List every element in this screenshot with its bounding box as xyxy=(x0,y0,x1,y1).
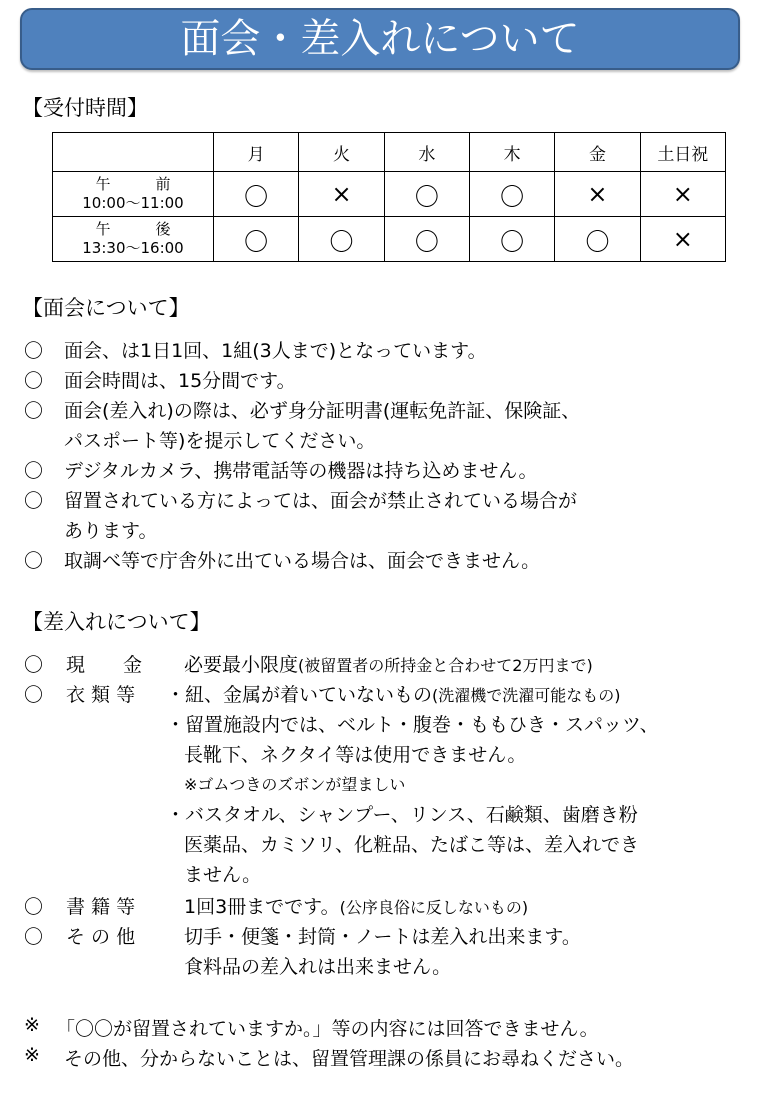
hours-row-am xyxy=(53,172,726,217)
note-mark: ※ xyxy=(24,1014,40,1036)
bullet-mark: 〇 xyxy=(24,490,44,512)
mark-cell: × xyxy=(640,217,725,262)
bullet-mark: 〇 xyxy=(24,926,44,948)
bullet-mark: 〇 xyxy=(24,400,44,422)
row-label-top: 午 前 xyxy=(95,175,171,193)
mark-cell: 〇 xyxy=(384,217,469,262)
visit-line: 留置されている方によっては、面会が禁止されている場合が xyxy=(64,490,578,512)
hours-row-pm xyxy=(53,217,726,262)
visit-line: パスポート等)を提示してください。 xyxy=(64,430,376,452)
books-main: 1回3冊までです。 xyxy=(184,896,340,918)
row-label-time: 10:00〜11:00 xyxy=(82,194,184,212)
books-text xyxy=(184,892,528,919)
clothes-item-1-main: ・紐、金属が着いていないもの xyxy=(166,684,433,706)
note-line: その他、分からないことは、留置管理課の係員にお尋ねください。 xyxy=(64,1048,635,1070)
category-cash: 現 金 xyxy=(66,654,143,676)
mark-cell: 〇 xyxy=(555,217,640,262)
books-note: (公序良俗に反しないもの) xyxy=(339,898,529,917)
day-header: 水 xyxy=(384,133,469,172)
clothes-item-2-cont: 長靴下、ネクタイ等は使用できません。 xyxy=(184,744,527,766)
day-header: 金 xyxy=(555,133,640,172)
mark-cell: 〇 xyxy=(469,172,554,217)
cash-text xyxy=(184,650,593,677)
day-header: 月 xyxy=(214,133,299,172)
hours-header-row xyxy=(53,133,726,172)
mark-cell: 〇 xyxy=(384,172,469,217)
day-header: 土日祝 xyxy=(640,133,725,172)
note-line: 「〇〇が留置されていますか。」等の内容には回答できません。 xyxy=(56,1018,599,1040)
mark-cell: 〇 xyxy=(469,217,554,262)
clothes-item-3-cont: ません。 xyxy=(184,864,262,886)
clothes-item-3-cont: 医薬品、カミソリ、化粧品、たばこ等は、差入れでき xyxy=(184,834,640,856)
hours-heading: 【受付時間】 xyxy=(22,96,148,120)
bullet-mark: 〇 xyxy=(24,460,44,482)
mark-cell: 〇 xyxy=(214,217,299,262)
bullet-mark: 〇 xyxy=(24,654,44,676)
category-other: そ の 他 xyxy=(66,926,136,948)
goods-heading: 【差入れについて】 xyxy=(22,610,211,634)
cash-main: 必要最小限度 xyxy=(184,654,299,676)
hours-table xyxy=(52,132,726,262)
visit-line: あります。 xyxy=(64,520,158,542)
row-label xyxy=(53,172,214,217)
note-mark: ※ xyxy=(24,1044,40,1066)
mark-cell: × xyxy=(555,172,640,217)
visit-line: 面会(差入れ)の際は、必ず身分証明書(運転免許証、保険証、 xyxy=(64,400,581,422)
category-books: 書 籍 等 xyxy=(66,896,136,918)
row-label xyxy=(53,217,214,262)
category-clothes: 衣 類 等 xyxy=(66,684,136,706)
bullet-mark: 〇 xyxy=(24,370,44,392)
clothes-item-2: ・留置施設内では、ベルト・腹巻・ももひき・スパッツ、 xyxy=(166,714,659,736)
other-text-cont: 食料品の差入れは出来ません。 xyxy=(184,956,452,978)
day-header: 木 xyxy=(469,133,554,172)
day-header: 火 xyxy=(299,133,384,172)
clothes-item-1 xyxy=(166,680,621,707)
other-text: 切手・便箋・封筒・ノートは差入れ出来ます。 xyxy=(184,926,581,948)
mark-cell: × xyxy=(299,172,384,217)
visit-heading: 【面会について】 xyxy=(22,296,190,320)
row-label-top: 午 後 xyxy=(95,220,171,238)
bullet-mark: 〇 xyxy=(24,684,44,706)
mark-cell: 〇 xyxy=(299,217,384,262)
row-label-time: 13:30〜16:00 xyxy=(82,239,184,257)
bullet-mark: 〇 xyxy=(24,340,44,362)
visit-line: デジタルカメラ、携帯電話等の機器は持ち込めません。 xyxy=(64,460,538,482)
mark-cell: 〇 xyxy=(214,172,299,217)
visit-line: 面会、は1日1回、1組(3人まで)となっています。 xyxy=(64,340,487,362)
visit-line: 取調べ等で庁舎外に出ている場合は、面会できません。 xyxy=(64,550,541,572)
clothes-item-2-note: ※ゴムつきのズボンが望ましい xyxy=(184,775,406,794)
bullet-mark: 〇 xyxy=(24,550,44,572)
clothes-item-3: ・バスタオル、シャンプー、リンス、石鹸類、歯磨き粉 xyxy=(166,804,638,826)
mark-cell: × xyxy=(640,172,725,217)
visit-line: 面会時間は、15分間です。 xyxy=(64,370,296,392)
bullet-mark: 〇 xyxy=(24,896,44,918)
corner-cell xyxy=(53,133,214,172)
cash-note: (被留置者の所持金と合わせて2万円まで) xyxy=(298,656,593,675)
clothes-item-1-note: (洗濯機で洗濯可能なもの) xyxy=(432,686,621,705)
title-banner: 面会・差入れについて xyxy=(20,8,740,70)
